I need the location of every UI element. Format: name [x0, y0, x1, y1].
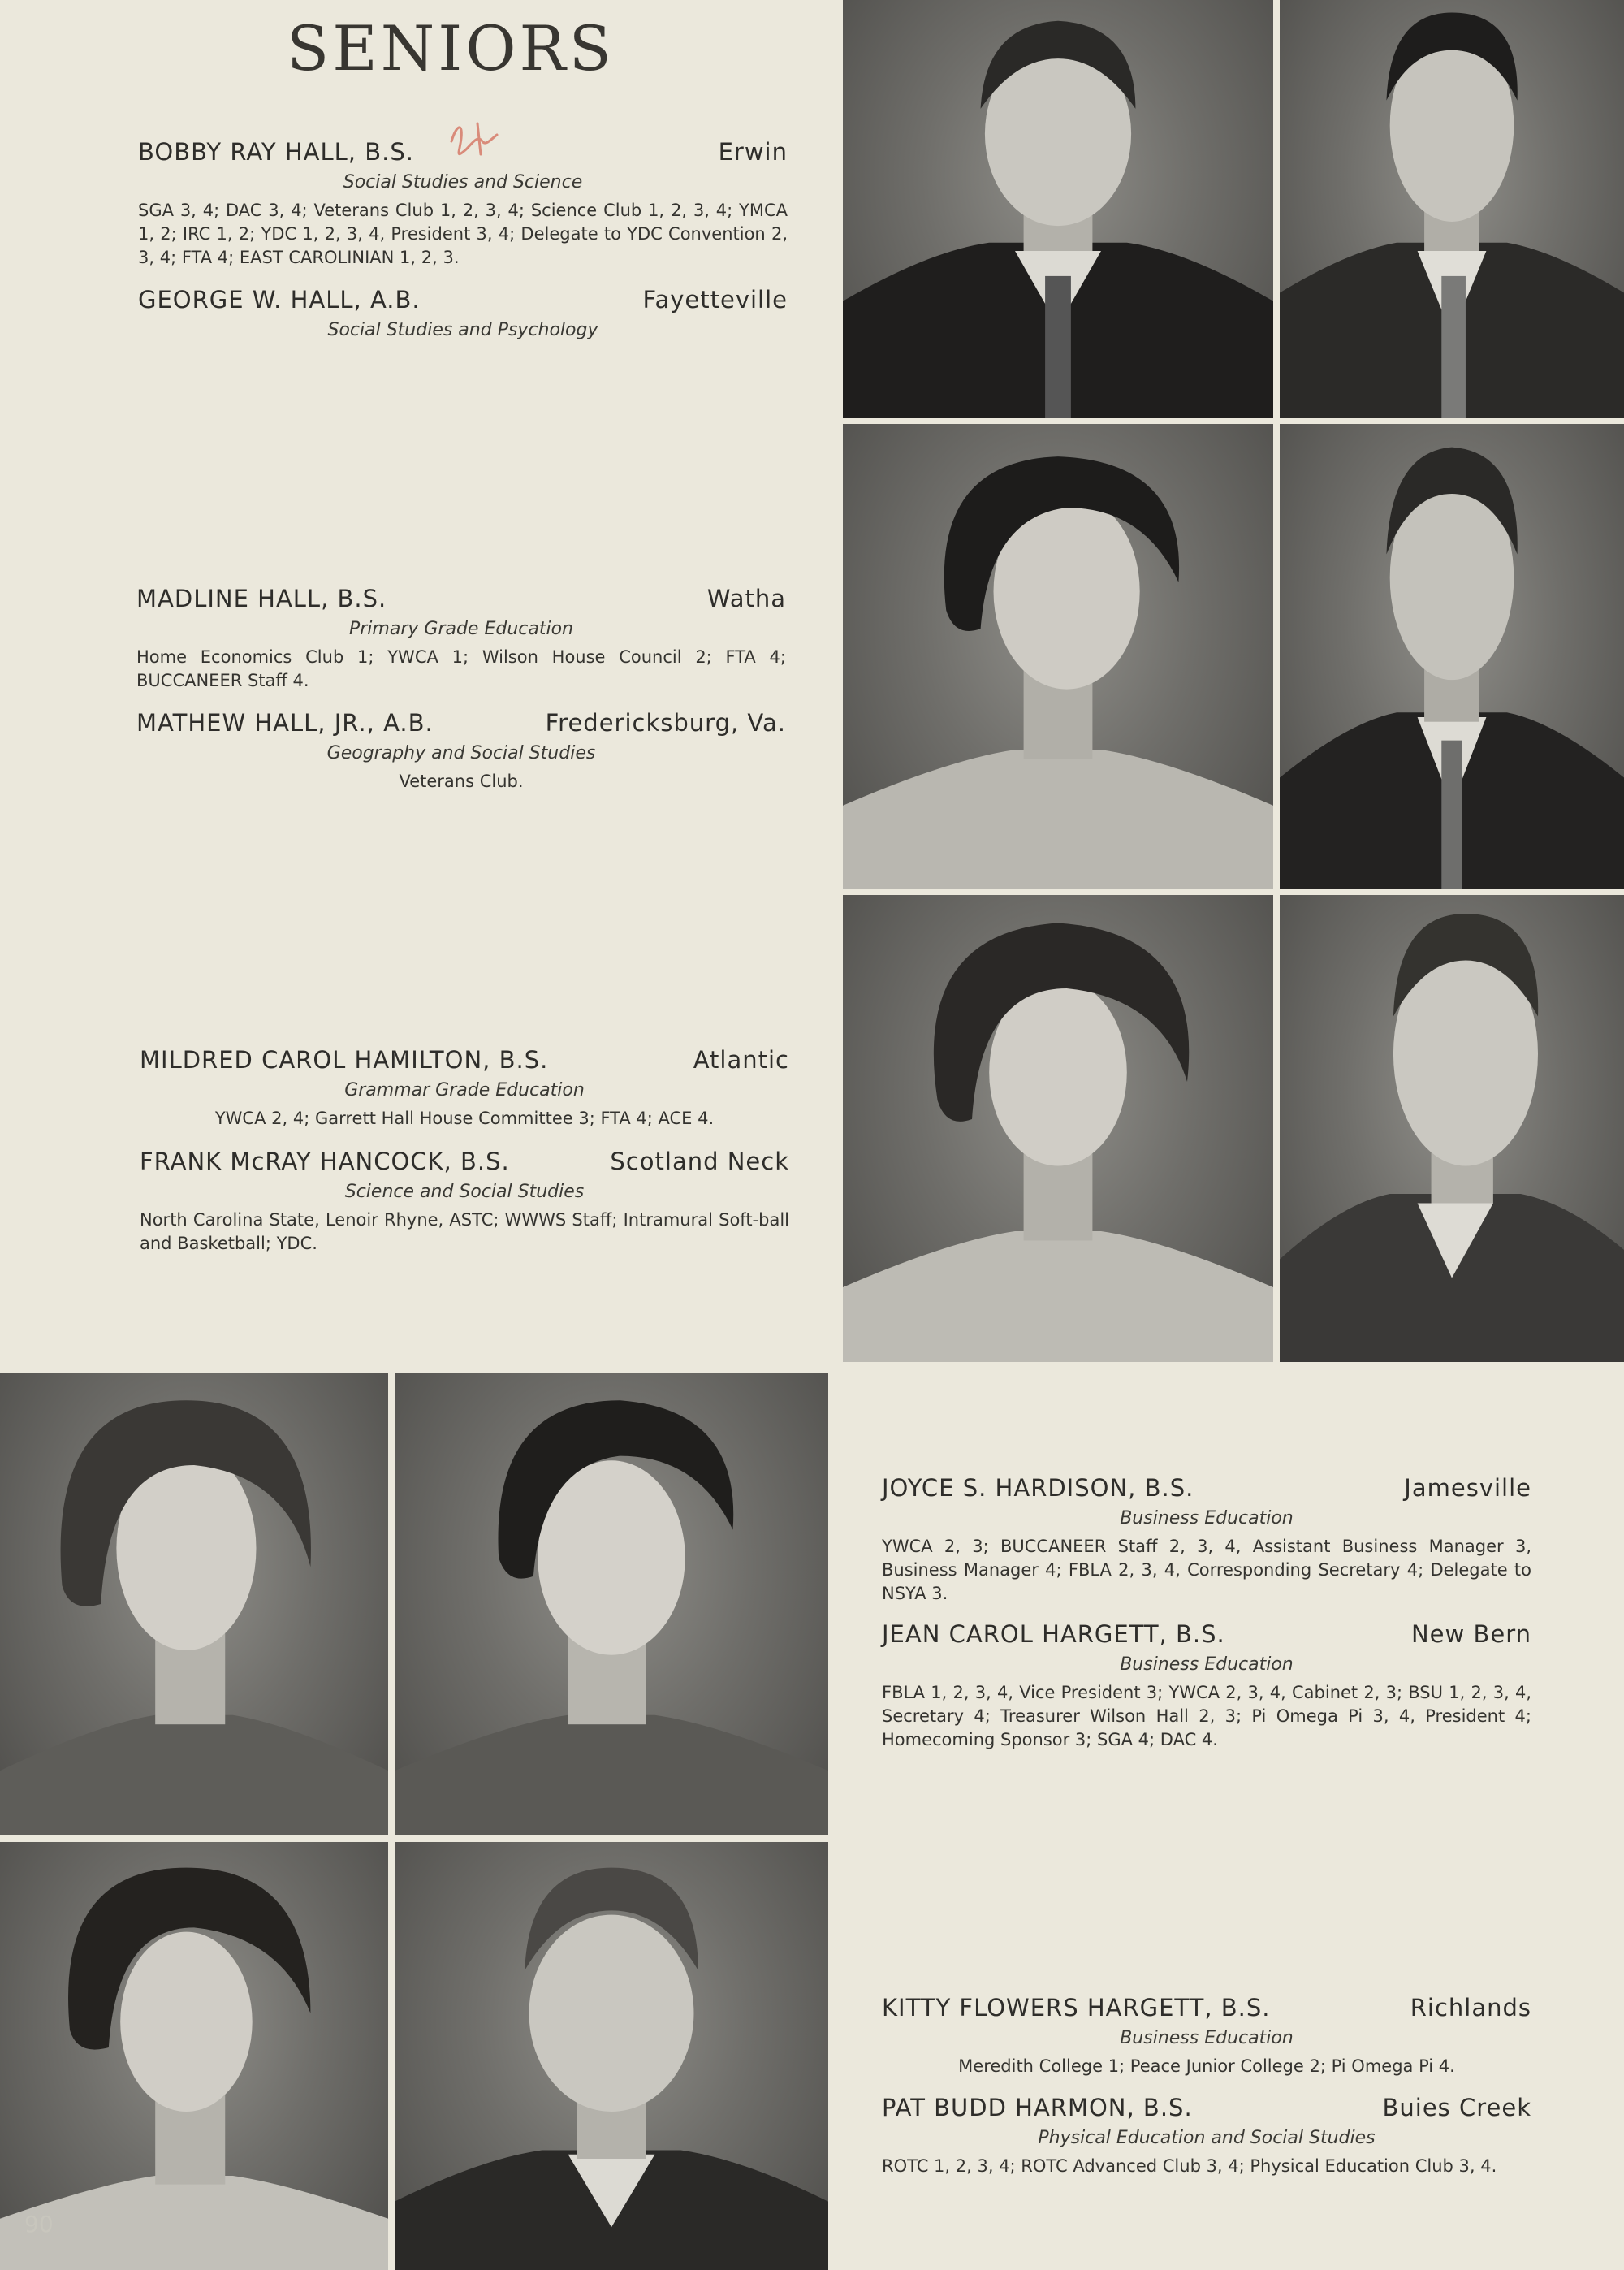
senior-entry: [882, 1994, 1531, 2078]
senior-entry: [138, 286, 788, 340]
portrait-photo: [843, 895, 1273, 1362]
senior-name: MADLINE HALL, B.S.: [136, 585, 387, 612]
senior-major: Geography and Social Studies: [326, 743, 596, 763]
page-number: 90: [24, 2211, 54, 2238]
senior-hometown: Scotland Neck: [610, 1148, 789, 1175]
senior-major: Science and Social Studies: [344, 1182, 585, 1202]
senior-entry: [882, 2094, 1531, 2178]
senior-hometown: Watha: [706, 585, 786, 612]
senior-hometown: Erwin: [718, 138, 788, 166]
senior-major: Business Education: [1120, 1508, 1294, 1528]
portrait-photo: [1280, 424, 1624, 889]
portrait-photo: [395, 1373, 828, 1835]
senior-activities: Meredith College 1; Peace Junior College 2; Pi Omega Pi 4.: [958, 2056, 1455, 2076]
senior-activities: Home Economics Club 1; YWCA 1; Wilson House Council 2; FTA 4; BUCCANEER Staff 4.: [136, 647, 786, 690]
portrait-photo: [395, 1842, 828, 2270]
senior-major: Primary Grade Education: [349, 619, 573, 639]
senior-name: JOYCE S. HARDISON, B.S.: [882, 1474, 1194, 1502]
portrait-photo: [0, 1373, 388, 1835]
senior-name: MILDRED CAROL HAMILTON, B.S.: [140, 1046, 549, 1074]
senior-hometown: Jamesville: [1404, 1474, 1531, 1502]
senior-major: Social Studies and Science: [343, 172, 583, 192]
portrait-photo: [0, 1842, 388, 2270]
senior-activities: North Carolina State, Lenoir Rhyne, ASTC; WWWS Staff; Intramural Soft-ball and Basketball; YDC.: [140, 1210, 789, 1253]
portrait-photo: [1280, 0, 1624, 418]
senior-major: Grammar Grade Education: [344, 1080, 585, 1100]
senior-major: Social Studies and Psychology: [327, 320, 598, 340]
portrait-photo: [843, 0, 1273, 418]
senior-major: Business Education: [1120, 2028, 1294, 2048]
page-title: SENIORS: [287, 12, 615, 84]
senior-entry: [882, 1620, 1531, 1752]
senior-hometown: New Bern: [1410, 1620, 1531, 1648]
senior-name: BOBBY RAY HALL, B.S.: [138, 138, 414, 166]
senior-entry: [140, 1148, 789, 1256]
senior-activities: FBLA 1, 2, 3, 4, Vice President 3; YWCA 2, 3, 4, Cabinet 2, 3; BSU 1, 2, 3, 4, Secretary 4; Treasurer Wilson Hall 2, 3; Pi Omega Pi 3, 4, President 4; Homecoming Sponsor 3; SGA 4; DAC 4.: [882, 1683, 1531, 1749]
senior-name: KITTY FLOWERS HARGETT, B.S.: [882, 1994, 1271, 2021]
portrait-photo: [843, 424, 1273, 889]
senior-name: PAT BUDD HARMON, B.S.: [882, 2094, 1193, 2121]
senior-hometown: Richlands: [1410, 1994, 1531, 2021]
portrait-photo: [1280, 895, 1624, 1362]
senior-activities: SGA 3, 4; DAC 3, 4; Veterans Club 1, 2, 3, 4; Science Club 1, 2, 3, 4; YMCA 1, 2; IRC 1, 2; YDC 1, 2, 3, 4, President 3, 4; Delegate to YDC Convention 2, 3, 4; FTA 4; EAST CAROLINIAN 1, 2, 3.: [138, 201, 788, 267]
senior-entry: [136, 709, 786, 793]
senior-hometown: Fredericksburg, Va.: [545, 709, 786, 737]
senior-name: GEORGE W. HALL, A.B.: [138, 286, 421, 313]
senior-hometown: Fayetteville: [642, 286, 788, 313]
senior-activities: YWCA 2, 3; BUCCANEER Staff 2, 3, 4, Assistant Business Manager 3, Business Manager 4; FBLA 2, 3, 4, Corresponding Secretary 4; Delegate to NSYA 3.: [882, 1537, 1531, 1603]
senior-activities: ROTC 1, 2, 3, 4; ROTC Advanced Club 3, 4; Physical Education Club 3, 4.: [882, 2156, 1497, 2176]
senior-hometown: Buies Creek: [1382, 2094, 1531, 2121]
senior-name: JEAN CAROL HARGETT, B.S.: [882, 1620, 1225, 1648]
senior-activities: Veterans Club.: [399, 772, 524, 791]
senior-entry: [138, 138, 788, 270]
senior-major: Business Education: [1120, 1654, 1294, 1675]
senior-name: FRANK McRAY HANCOCK, B.S.: [140, 1148, 510, 1175]
senior-major: Physical Education and Social Studies: [1038, 2128, 1376, 2148]
senior-entry: [136, 585, 786, 693]
senior-entry: [882, 1474, 1531, 1606]
senior-activities: YWCA 2, 4; Garrett Hall House Committee 3; FTA 4; ACE 4.: [214, 1109, 715, 1128]
senior-entry: [140, 1046, 789, 1131]
senior-hometown: Atlantic: [693, 1046, 789, 1074]
senior-name: MATHEW HALL, JR., A.B.: [136, 709, 434, 737]
